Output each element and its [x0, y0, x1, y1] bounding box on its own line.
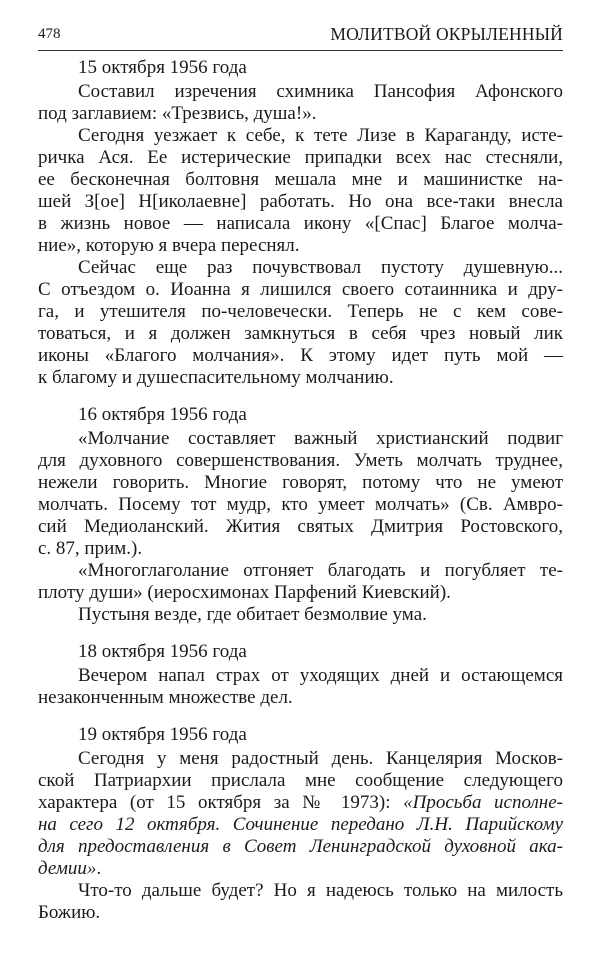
- text-line: [38, 836, 563, 858]
- text-line: сий Медиоланский. Жития святых Дмитрия Ростовского,: [38, 516, 563, 537]
- text-line: товаться, и я должен замкнуться в себя чрез новый лик: [38, 323, 563, 344]
- text-line: шей З[ое] Н[иколаевне] работать. Но она все-таки внесла: [38, 191, 563, 212]
- text-line: в жизнь новое — написала икону «[Спас] Благое молча-: [38, 213, 563, 234]
- text-line: ее бесконечная болтовня мешала мне и машинистке на-: [38, 169, 563, 190]
- text-line: незаконченным множестве дел.: [38, 687, 293, 708]
- text-line: плоту души» (иеросхимонах Парфений Киевский).: [38, 582, 451, 603]
- text-line: [38, 792, 563, 814]
- paragraph: [38, 560, 563, 604]
- running-title: МОЛИТВОЙ ОКРЫЛЕННЫЙ: [330, 24, 563, 44]
- text-line: ние», которую я вчера переснял.: [38, 235, 300, 256]
- page-header: [38, 24, 563, 51]
- italic-quote-segment: «Просьба исполне-: [403, 792, 563, 813]
- entry-date: 18 октября 1956 года: [78, 641, 247, 662]
- text-line: Пустыня везде, где обитает безмолвие ума.: [78, 604, 427, 625]
- text-line: Сегодня у меня радостный день. Канцелярия Москов-: [78, 748, 563, 769]
- text-line: ской Патриархии прислала мне сообщение следующего: [38, 770, 563, 791]
- paragraph: [38, 604, 563, 626]
- text-line: Вечером напал страх от уходящих дней и остающемся: [78, 665, 563, 686]
- diary-entry: [38, 57, 563, 389]
- italic-quote-segment: для предоставления в Совет Ленинградской духовной ака-: [38, 836, 563, 857]
- paragraph: [38, 125, 563, 257]
- page-body: [38, 57, 563, 924]
- entry-date: 16 октября 1956 года: [78, 404, 247, 425]
- text-line: ричка Ася. Ее истерические припадки всех нас стесняли,: [38, 147, 563, 168]
- paragraph: [38, 748, 563, 880]
- page-number: 478: [38, 26, 61, 42]
- entry-date: 19 октября 1956 года: [78, 724, 247, 745]
- paragraph: [38, 428, 563, 560]
- paragraph: [38, 257, 563, 389]
- italic-quote-segment: демии»: [38, 858, 97, 879]
- text-line: Сегодня уезжает к себе, к тете Лизе в Караганду, исте-: [78, 125, 563, 146]
- text-line: С отъездом о. Иоанна я лишился своего сотаинника и дру-: [38, 279, 563, 300]
- text-segment: .: [96, 858, 102, 879]
- entry-date: 15 октября 1956 года: [78, 57, 247, 78]
- text-line: молчать. Посему тот мудр, кто умеет молчать» (Св. Амвро-: [38, 494, 563, 515]
- text-segment: характера (от 15 октября за № 1973):: [38, 792, 404, 813]
- text-line: нежели говорить. Многие говорят, потому что не умеют: [38, 472, 563, 493]
- text-line: Божию.: [38, 902, 101, 923]
- text-line: [38, 814, 563, 836]
- text-line: «Многоглаголание отгоняет благодать и погубляет те-: [78, 560, 563, 581]
- text-line: «Молчание составляет важный христианский подвиг: [78, 428, 563, 449]
- text-line: к благому и душеспасительному молчанию.: [38, 367, 394, 388]
- paragraph: [38, 880, 563, 924]
- paragraph: [38, 81, 563, 125]
- text-line: [38, 858, 563, 880]
- paragraph: [38, 665, 563, 709]
- diary-entry: [38, 404, 563, 626]
- text-line: для духовного совершенствования. Уметь молчать труднее,: [38, 450, 563, 471]
- text-line: иконы «Благого молчания». К этому идет путь мой —: [38, 345, 563, 366]
- diary-entry: [38, 724, 563, 924]
- text-line: под заглавием: «Трезвись, душа!».: [38, 103, 317, 124]
- text-line: Что-то дальше будет? Но я надеюсь только на милость: [78, 880, 563, 901]
- text-line: Составил изречения схимника Пансофия Афонского: [78, 81, 563, 102]
- italic-quote-segment: на сего 12 октября. Сочинение передано Л.Н. Парийскому: [38, 814, 563, 835]
- text-line: Сейчас еще раз почувствовал пустоту душевную...: [78, 257, 563, 278]
- text-line: с. 87, прим.).: [38, 538, 143, 559]
- diary-entry: [38, 641, 563, 709]
- text-line: га, и утешителя по-человечески. Теперь не с кем сове-: [38, 301, 563, 322]
